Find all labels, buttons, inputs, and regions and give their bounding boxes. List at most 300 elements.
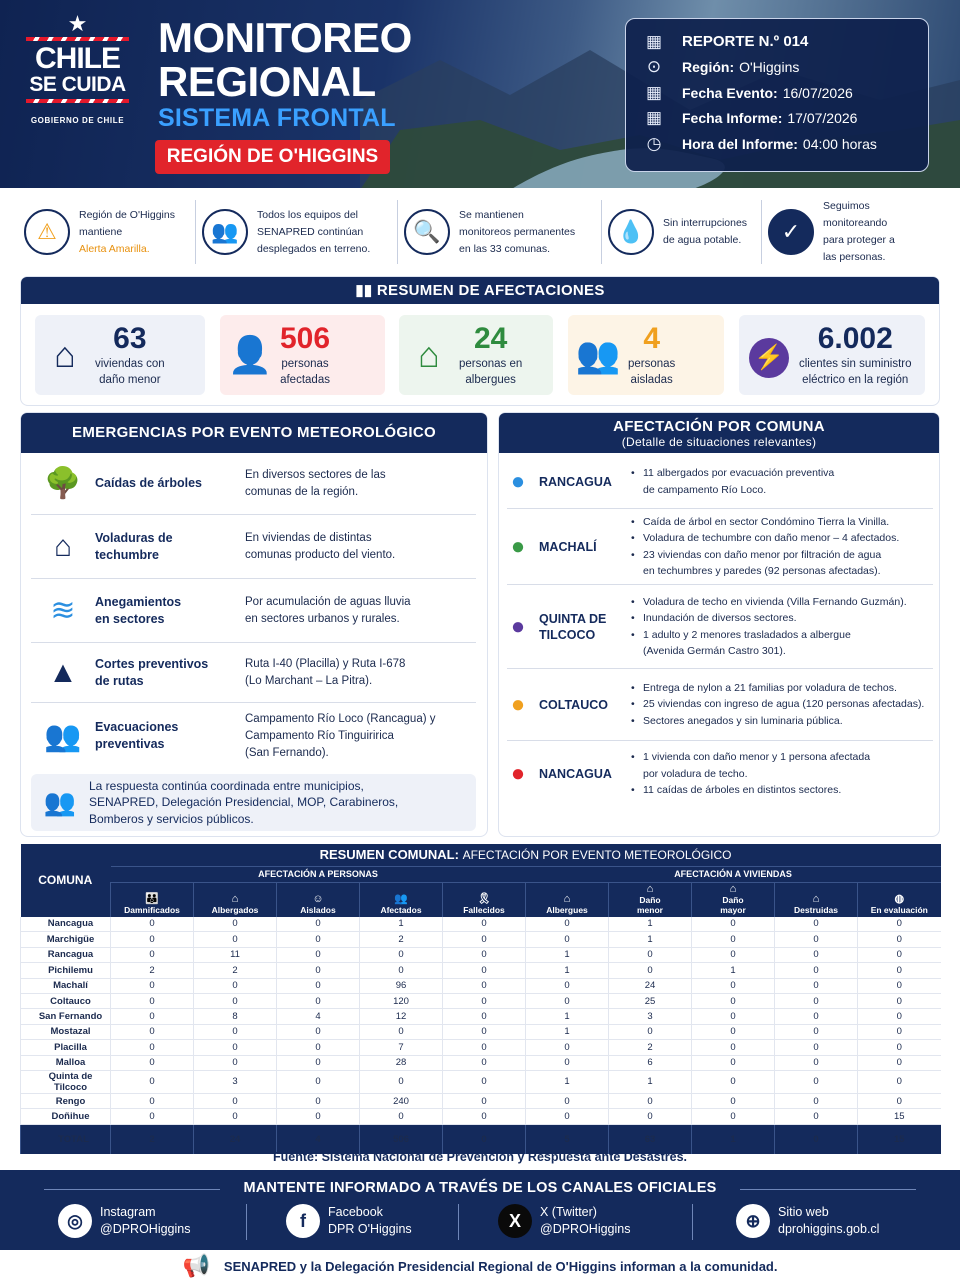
column-header (277, 882, 360, 917)
kpi-label: personas (628, 358, 676, 370)
emergencia-desc: Campamento Río Tinguiririca (245, 729, 394, 742)
comuna-detail: de campamento Río Loco. (643, 483, 767, 496)
comuna-detail: • 1 adulto y 2 menores trasladados a albergue (629, 627, 907, 644)
column-header-label: Albergues (546, 904, 588, 915)
value-cell: 4 (277, 1009, 360, 1024)
channel-facebook[interactable] (286, 1204, 412, 1238)
value-cell: 1 (526, 963, 609, 978)
home-small-icon: ⌂ (231, 892, 239, 905)
comuna-detail: • Caída de árbol en sector Condómino Tierra la Vinilla. (629, 514, 899, 531)
value-cell: 0 (277, 1055, 360, 1070)
value-cell: 0 (692, 947, 775, 962)
column-header-comuna: COMUNA (21, 844, 111, 917)
value-cell: 0 (360, 1024, 443, 1039)
logo-text-line1: CHILE (35, 42, 120, 75)
fecha-informe-label: Fecha Informe: (682, 110, 783, 127)
value-cell: 1 (526, 1070, 609, 1093)
kpi-value: 506 (280, 322, 331, 355)
value-cell: 0 (111, 932, 194, 947)
column-header (194, 882, 277, 917)
value-cell: 0 (277, 917, 360, 932)
value-cell: 0 (692, 932, 775, 947)
value-cell: 0 (360, 1070, 443, 1093)
location-pin-icon: ⊙ (646, 57, 662, 77)
column-header (526, 882, 609, 917)
value-cell: 0 (360, 963, 443, 978)
value-cell: 0 (443, 1055, 526, 1070)
emergencia-name: de rutas (95, 673, 144, 688)
comuna-subtitle: (Detalle de situaciones relevantes) (621, 435, 817, 449)
value-cell: 0 (194, 1024, 277, 1039)
comuna-row-quinta-de-tilcoco (507, 585, 933, 669)
status-text: Sin interrupciones (663, 217, 748, 229)
column-header-label: Daño (722, 894, 744, 905)
value-cell: 0 (360, 1109, 443, 1124)
footer-title: MANTENTE INFORMADO A TRAVÉS DE LOS CANALES OFICIALES (243, 1180, 717, 1196)
house-damage-icon: ⌂ (729, 882, 737, 895)
source-note: Fuente: Sistema Nacional de Prevención y Respuesta ante Desastres. (272, 1150, 688, 1164)
comuna-row-nancagua (507, 741, 933, 807)
emergencia-name: techumbre (95, 547, 159, 562)
comuna-cell: Machalí (21, 978, 111, 993)
roof-wind-icon: ⌂ (53, 529, 73, 563)
value-cell: 0 (775, 1055, 858, 1070)
value-cell: 1 (526, 1009, 609, 1024)
value-cell: 0 (858, 963, 941, 978)
comuna-cell: Coltauco (21, 993, 111, 1008)
value-cell: 0 (775, 1093, 858, 1108)
channel-website[interactable] (736, 1204, 879, 1238)
emergencia-desc: (San Fernando). (245, 746, 329, 759)
comuna-cell: Placilla (21, 1040, 111, 1055)
people-icon: 👥 (575, 334, 621, 375)
comuna-detail: • 1 vivienda con daño menor y 1 persona afectada (629, 749, 870, 766)
value-cell: 0 (277, 993, 360, 1008)
comuna-name: MACHALÍ (539, 539, 597, 554)
resumen-title: RESUMEN DE AFECTACIONES (376, 282, 605, 299)
comuna-cell: San Fernando (21, 1009, 111, 1024)
status-text: Se mantienen (459, 208, 524, 221)
logo-stripe (26, 37, 129, 41)
comuna-cell: Mostazal (21, 1024, 111, 1039)
comuna-detail: en techumbres y paredes (92 personas afectadas). (643, 565, 881, 577)
value-cell: 0 (858, 932, 941, 947)
value-cell: 0 (443, 1070, 526, 1093)
emergencia-name: Caídas de árboles (95, 476, 202, 490)
comuna-detail: • Entrega de nylon a 21 familias por voladura de techos. (629, 680, 924, 697)
total-cell: 5 (526, 1124, 609, 1154)
footer-channels (0, 1170, 960, 1250)
kpi-value: 63 (113, 322, 147, 355)
report-fecha-evento-row (640, 80, 928, 106)
emergencia-row (31, 643, 476, 703)
hora-value: 04:00 horas (802, 135, 877, 152)
emergencia-name: preventivas (95, 737, 165, 751)
emergencia-row (31, 453, 476, 515)
value-cell: 0 (194, 1040, 277, 1055)
value-cell: 0 (111, 1109, 194, 1124)
value-cell: 0 (443, 917, 526, 932)
title-line1: MONITOREO (158, 14, 412, 61)
table-row (21, 1055, 941, 1070)
power-icon: ⚡ (739, 332, 799, 378)
value-cell: 0 (360, 947, 443, 962)
value-cell: 0 (609, 1024, 692, 1039)
channel-name: Sitio web (778, 1205, 829, 1219)
value-cell: 0 (194, 993, 277, 1008)
value-cell: 0 (526, 993, 609, 1008)
eval-icon: ◍ (894, 892, 905, 905)
house-icon: ⌂ (54, 334, 76, 375)
value-cell: 7 (360, 1040, 443, 1055)
value-cell: 0 (526, 1109, 609, 1124)
status-text: las personas. (823, 251, 886, 263)
value-cell: 0 (443, 993, 526, 1008)
status-item-equipos (196, 200, 398, 264)
value-cell: 25 (609, 993, 692, 1008)
title-line2: REGIONAL (158, 58, 376, 105)
value-cell: 0 (111, 1070, 194, 1093)
column-header (609, 882, 692, 917)
channel-name: Instagram (100, 1205, 156, 1219)
status-text: mantiene (79, 225, 123, 238)
value-cell: 1 (609, 932, 692, 947)
kpi-label: aisladas (630, 374, 673, 386)
status-text: Región de O'Higgins (79, 208, 175, 221)
report-info-box (625, 18, 929, 172)
coord-text: SENAPRED, Delegación Presidencial, MOP, Carabineros, (89, 795, 399, 810)
value-cell: 0 (692, 1093, 775, 1108)
value-cell: 0 (858, 1055, 941, 1070)
value-cell: 0 (277, 947, 360, 962)
globe-icon: ⊕ (736, 1204, 770, 1238)
value-cell: 28 (360, 1055, 443, 1070)
column-header-label: mayor (720, 904, 746, 915)
value-cell: 0 (609, 1109, 692, 1124)
value-cell: 0 (858, 1070, 941, 1093)
clock-icon: ◷ (646, 133, 662, 153)
emergencia-desc: En diversos sectores de las (245, 468, 386, 481)
value-cell: 0 (775, 1024, 858, 1039)
bottom-note-text: SENAPRED y la Delegación Presidencial Regional de O'Higgins informan a la comunidad. (223, 1258, 778, 1274)
comuna-cell: Rengo (21, 1093, 111, 1108)
value-cell: 0 (609, 1093, 692, 1108)
value-cell: 0 (858, 1040, 941, 1055)
group-header-personas: AFECTACIÓN A PERSONAS (111, 866, 526, 882)
emergencia-row (31, 515, 476, 579)
emergencia-name: en sectores (95, 611, 165, 626)
kpi-label: viviendas con (95, 358, 165, 370)
value-cell: 0 (194, 917, 277, 932)
table-row (21, 917, 941, 932)
channel-handle: DPR O'Higgins (328, 1222, 412, 1236)
value-cell: 12 (360, 1009, 443, 1024)
emergencias-panel (20, 412, 488, 837)
comuna-row-coltauco (507, 669, 933, 741)
report-number-row (640, 29, 928, 55)
table-row (21, 1070, 941, 1093)
value-cell: 0 (111, 1024, 194, 1039)
value-cell: 0 (858, 947, 941, 962)
divider (692, 1204, 693, 1240)
value-cell: 0 (775, 932, 858, 947)
tree-icon: 🌳 (44, 467, 82, 500)
total-cell: 4 (277, 1124, 360, 1154)
megaphone-icon: 📢 (182, 1253, 210, 1278)
column-header (360, 882, 443, 917)
channel-name: Facebook (328, 1205, 383, 1219)
status-strip (18, 200, 942, 264)
value-cell: 0 (111, 1009, 194, 1024)
emergencias-title: EMERGENCIAS POR EVENTO METEOROLÓGICO (21, 413, 487, 453)
fecha-evento-label: Fecha Evento: (682, 84, 778, 101)
value-cell: 0 (111, 993, 194, 1008)
comuna-detail: • Inundación de diversos sectores. (629, 610, 907, 627)
ribbon-icon: 🎗 (477, 892, 491, 905)
emergencia-desc: en sectores urbanos y rurales. (245, 612, 400, 625)
table-row (21, 947, 941, 962)
search-icon: 🔍 (404, 209, 450, 255)
comuna-cell: Nancagua (21, 917, 111, 932)
divider (458, 1204, 459, 1240)
road-icon: ▲ (48, 655, 78, 689)
emergencia-name: Anegamientos (95, 594, 182, 609)
afectacion-comuna-panel (498, 412, 940, 837)
channel-instagram[interactable] (58, 1204, 191, 1238)
value-cell: 0 (111, 978, 194, 993)
kpi-label: albergues (465, 374, 516, 386)
value-cell: 0 (277, 1024, 360, 1039)
value-cell: 0 (858, 993, 941, 1008)
location-pin-icon: ● (510, 612, 526, 640)
comuna-detail: • Voladura de techumbre con daño menor – 4 afectados. (629, 530, 899, 547)
value-cell: 0 (858, 917, 941, 932)
value-cell: 1 (526, 947, 609, 962)
channel-handle: dprohiggins.gob.cl (778, 1222, 880, 1236)
channel-handle: @DPROHiggins (100, 1222, 191, 1236)
value-cell: 0 (443, 1093, 526, 1108)
value-cell: 0 (692, 1070, 775, 1093)
kpi-label: afectadas (280, 374, 330, 386)
star-icon: ★ (67, 11, 88, 36)
status-text: Seguimos monitoreando (823, 200, 888, 229)
instagram-icon: ◎ (58, 1204, 92, 1238)
emergencia-desc: comunas producto del viento. (245, 548, 396, 561)
status-text: desplegados en terreno. (257, 242, 371, 255)
value-cell: 0 (526, 978, 609, 993)
value-cell: 0 (858, 1093, 941, 1108)
value-cell: 0 (443, 978, 526, 993)
value-cell: 0 (443, 1024, 526, 1039)
column-header-label: Daño (639, 894, 661, 905)
logo-text-line2: SE CUIDA (29, 73, 126, 96)
value-cell: 0 (692, 978, 775, 993)
region-label: Región: (682, 59, 735, 76)
value-cell: 0 (692, 1055, 775, 1070)
table-title-bold: RESUMEN COMUNAL: (319, 847, 459, 863)
destroyed-icon: ⌂ (812, 892, 820, 905)
value-cell: 120 (360, 993, 443, 1008)
person-icon: 👤 (227, 334, 273, 375)
comuna-name: QUINTA DE (539, 611, 607, 626)
hora-label: Hora del Informe: (682, 135, 798, 152)
value-cell: 2 (111, 963, 194, 978)
value-cell: 0 (194, 1055, 277, 1070)
value-cell: 0 (858, 1024, 941, 1039)
status-item-monitoreo (398, 200, 602, 264)
column-header-label: Destruidas (794, 904, 838, 915)
value-cell: 1 (526, 1024, 609, 1039)
report-region-row (640, 55, 928, 81)
value-cell: 2 (194, 963, 277, 978)
location-pin-icon: ● (510, 760, 526, 787)
value-cell: 0 (277, 963, 360, 978)
value-cell: 0 (194, 978, 277, 993)
table-row (21, 1009, 941, 1024)
coord-text: Bomberos y servicios públicos. (89, 811, 254, 826)
value-cell: 0 (775, 1070, 858, 1093)
value-cell: 0 (526, 917, 609, 932)
status-text: SENAPRED continúan (257, 225, 364, 238)
shelter-small-icon: ⌂ (563, 892, 571, 905)
total-cell: 506 (360, 1124, 443, 1154)
calendar-icon: ▦ (645, 82, 663, 102)
table-row (21, 1040, 941, 1055)
value-cell: 0 (775, 1109, 858, 1124)
value-cell: 0 (111, 947, 194, 962)
status-item-proteger (762, 200, 942, 264)
value-cell: 0 (858, 978, 941, 993)
comuna-detail: • Sectores anegados y sin luminaria pública. (629, 713, 924, 730)
team-icon: 👥 (202, 209, 248, 255)
coordination-note (31, 774, 476, 831)
emergencia-desc: En viviendas de distintas (245, 531, 372, 544)
value-cell: 1 (609, 917, 692, 932)
location-pin-icon: ● (510, 532, 526, 560)
value-cell: 0 (609, 963, 692, 978)
emergencia-name: Voladuras de (95, 530, 173, 545)
value-cell: 0 (692, 1024, 775, 1039)
status-alert-text: Alerta Amarilla. (79, 242, 150, 255)
value-cell: 0 (111, 1040, 194, 1055)
evacuation-icon: 👥 (44, 719, 82, 753)
value-cell: 0 (111, 1093, 194, 1108)
value-cell: 0 (277, 932, 360, 947)
comuna-row-machali (507, 509, 933, 585)
value-cell: 0 (692, 1040, 775, 1055)
comuna-detail: • 23 viviendas con daño menor por filtración de agua (629, 547, 899, 564)
value-cell: 0 (277, 1109, 360, 1124)
value-cell: 0 (692, 1009, 775, 1024)
status-text: en las 33 comunas. (459, 242, 551, 255)
comuna-cell: Rancagua (21, 947, 111, 962)
bottom-note (0, 1252, 960, 1280)
people-small-icon: 👥 (394, 892, 408, 905)
kpi-value: 6.002 (817, 322, 893, 355)
channel-handle: @DPROHiggins (540, 1222, 631, 1236)
value-cell: 0 (194, 1109, 277, 1124)
resumen-comunal-table (20, 844, 940, 1148)
column-header-label: Afectados (380, 904, 422, 915)
column-header-label: Aislados (300, 904, 336, 915)
comuna-name: RANCAGUA (539, 474, 612, 489)
value-cell: 3 (194, 1070, 277, 1093)
total-cell: 0 (443, 1124, 526, 1154)
divider (246, 1204, 247, 1240)
comuna-name: COLTAUCO (539, 697, 608, 712)
resumen-afectaciones (20, 276, 940, 406)
comuna-detail: • 11 albergados por evacuación preventiva (629, 465, 834, 482)
page-subtitle: SISTEMA FRONTAL (158, 104, 396, 132)
value-cell: 0 (194, 932, 277, 947)
calendar-icon: ▦ (645, 108, 663, 128)
table-row (21, 1093, 941, 1108)
comuna-title: AFECTACIÓN POR COMUNA (613, 418, 825, 435)
value-cell: 0 (775, 947, 858, 962)
kpi-label: personas (281, 358, 329, 370)
report-fecha-informe-row (640, 106, 928, 132)
value-cell: 240 (360, 1093, 443, 1108)
resumen-header (21, 277, 939, 304)
value-cell: 0 (443, 1040, 526, 1055)
value-cell: 0 (443, 963, 526, 978)
coord-text: La respuesta continúa coordinada entre municipios, (89, 778, 364, 793)
logo-stripe (26, 99, 129, 103)
kpi-card-electrico (739, 315, 925, 395)
warning-icon: ⚠ (24, 209, 70, 255)
table-row (21, 932, 941, 947)
comuna-detail: • Voladura de techo en vivienda (Villa Fernando Guzmán). (629, 594, 907, 611)
header-banner (0, 0, 960, 188)
comuna-header (499, 413, 939, 453)
comuna-detail: • 11 caídas de árboles en distintos sectores. (629, 782, 870, 799)
value-cell: 0 (692, 1109, 775, 1124)
table-row (21, 1109, 941, 1124)
comuna-cell: Pichilemu (21, 963, 111, 978)
value-cell: 0 (443, 932, 526, 947)
value-cell: 0 (277, 978, 360, 993)
column-header-label: En evaluación (870, 904, 928, 915)
kpi-card-aisladas (568, 315, 724, 395)
value-cell: 0 (443, 1009, 526, 1024)
value-cell: 0 (858, 1009, 941, 1024)
kpi-card-personas-afectadas (220, 315, 385, 395)
value-cell: 0 (775, 993, 858, 1008)
kpi-value: 24 (473, 322, 508, 355)
column-header-label: Albergados (211, 904, 259, 915)
value-cell: 96 (360, 978, 443, 993)
chile-se-cuida-logo (20, 11, 135, 134)
status-text: para proteger a (823, 234, 895, 246)
comuna-detail: (Avenida Germán Castro 301). (643, 645, 786, 657)
column-header (443, 882, 526, 917)
value-cell: 8 (194, 1009, 277, 1024)
report-hora-row (640, 131, 928, 157)
region-value: O'Higgins (739, 59, 800, 76)
comuna-name: TILCOCO (539, 627, 596, 642)
value-cell: 0 (111, 1055, 194, 1070)
value-cell: 24 (609, 978, 692, 993)
emergencia-desc: Campamento Río Loco (Rancagua) y (245, 712, 436, 725)
value-cell: 3 (609, 1009, 692, 1024)
emergencia-desc: Ruta I-40 (Placilla) y Ruta I-678 (245, 657, 406, 670)
channel-x-twitter[interactable] (498, 1204, 631, 1238)
value-cell: 11 (194, 947, 277, 962)
status-text: de agua potable. (663, 234, 742, 246)
water-drop-icon: 💧 (608, 209, 654, 255)
facebook-icon: f (286, 1204, 320, 1238)
value-cell: 0 (526, 1040, 609, 1055)
